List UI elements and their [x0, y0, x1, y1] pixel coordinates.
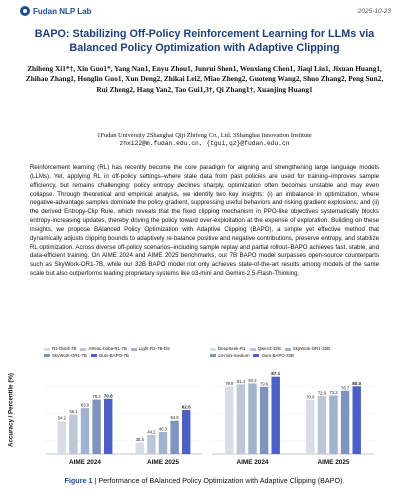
x-tick-label: AIME 2025 — [317, 459, 350, 466]
bar — [237, 384, 245, 454]
bar-value-label: 63.9 — [80, 402, 90, 408]
bar — [147, 435, 155, 454]
bar-value-label: 87.1 — [271, 371, 281, 377]
legend-label: Qwen3-32B — [257, 346, 281, 351]
bar-value-label: 38.4 — [135, 437, 144, 443]
legend-label: o3-mini-medium — [218, 352, 250, 358]
bar-value-label: 70.0 — [306, 394, 315, 400]
y-axis-label-wrap — [6, 360, 16, 460]
bar-value-label: 76.7 — [341, 385, 350, 391]
bar — [341, 391, 349, 454]
bar — [182, 410, 190, 454]
bar-value-label: 70.2 — [92, 394, 101, 400]
x-tick-label: AIME 2024 — [69, 459, 101, 466]
bar — [69, 415, 77, 454]
legend-label: SkyWork-OR1-7B — [52, 352, 87, 358]
emails: zhxi22@m.fudan.edu.cn, {tgui,qz}@fudan.edu.cn — [119, 140, 290, 148]
bar — [159, 432, 167, 454]
x-tick-label: AIME 2024 — [236, 459, 269, 466]
bar-value-label: 79.8 — [225, 381, 234, 387]
brand-name: Fudan NLP Lab — [33, 6, 92, 16]
bar — [104, 399, 112, 454]
bar-value-label: 70.8 — [103, 393, 113, 399]
bar — [353, 386, 361, 454]
legend-label: Light-R1-7B-DS — [138, 346, 170, 351]
lab-logo-icon — [20, 6, 30, 16]
bar-chart — [34, 346, 376, 472]
figure-1 — [34, 346, 376, 472]
bar-value-label: 46.3 — [158, 426, 168, 432]
y-axis-label: Accuracy / Percentile (%) — [7, 373, 15, 447]
x-tick-label: AIME 2025 — [147, 459, 179, 466]
bar-value-label: 81.4 — [236, 378, 245, 384]
bar-value-label: 54.2 — [57, 415, 66, 421]
bar — [248, 383, 256, 454]
bar — [225, 387, 233, 454]
bar — [306, 400, 314, 454]
bar — [329, 395, 337, 454]
bar — [92, 400, 100, 454]
abstract: Reinforcement learning (RL) has recently become the core paradigm for aligning and strengthening large language models (LLMs). Yet, applying RL in off-policy settings–where stale data from past policies are used for training–improves sample efficiency, but remains challenging: policy entropy declines sharply, optimization often becomes unstable and may even collapse. Through theoretical and empirical analysis, we identify two key insights: (i) an imbalance in optimization, where negative-advantage samples dominate the policy gradient, suppressing useful behaviors and risking gradient explosions; and (ii) the derived Entropy-Clip Rule, which reveals that the fixed clipping mechanism in PPO-like objectives systematically blocks entropy-increasing updates, thereby driving the policy toward over-exploitation at the expense of exploration. Building on these insights, we propose BAlanced Policy Optimization with Adaptive Clipping (BAPO), a simple yet effective method that dynamically adjusts clipping bounds to adaptively re-balance positive and negative contributions, preserve entropy, and stabilize RL optimization. Across diverse off-policy scenarios–including sample replay and partial rollout–BAPO achieves fast, stable, and data-efficient training. On AIME 2024 and AIME 2025 benchmarks, our 7B BAPO model surpasses open-source counterparts such as SkyWork-OR1-7B, while our 32B BAPO model not only achieves state-of-the-art results among models of the same scale but also outperforms leading proprietary systems like o3-mini and Gemini-2.5-Flash-Thinking. — [30, 164, 379, 278]
legend-label: DeepSeek-R1 — [218, 346, 246, 351]
date: 2025-10-23 — [357, 7, 391, 15]
legend-label: Ours-BAPO-32B — [261, 352, 294, 358]
affiliations: 1Fudan University 2Shanghai Qiji Zhifeng Co., Ltd. 3Shanghai Innovation Institute — [97, 132, 312, 139]
bar-value-label: 72.9 — [317, 390, 326, 396]
figure-label: Figure 1 — [64, 476, 93, 485]
bar-value-label: 59.1 — [69, 409, 78, 415]
legend-label: AReaL-boba-RL-7B — [88, 346, 127, 351]
bar — [136, 443, 144, 454]
bar-value-label: 62.5 — [181, 404, 191, 410]
bar — [170, 421, 178, 454]
bar-value-label: 54.6 — [170, 415, 179, 421]
bar-value-label: 79.6 — [260, 381, 269, 387]
bar — [58, 421, 66, 454]
bar-value-label: 73.3 — [329, 389, 338, 395]
page-header — [20, 4, 391, 18]
bar — [272, 377, 280, 454]
legend-label: Ours-BAPO-7B — [98, 352, 129, 358]
affiliations-block — [20, 132, 389, 149]
bar — [260, 387, 268, 454]
legend-label: R1-Distill-7B — [52, 346, 77, 351]
bar-value-label: 44.2 — [147, 429, 156, 435]
author-list: Zhiheng Xi1*†, Xin Guo1*, Yang Nan1, Enyu Zhou1, Junrui Shen1, Wenxiang Chen1, Jiaqi Liu1, Jixuan Huang1, Zhihao Zhang1, Honglin Guo1, Xun Deng2, Zhikai Lei2, Miao Zheng2, Guoteng Wang2, Shuo Zhang2, Peng Sun2, Rui Zheng2, Hang Yan2, Tao Gui1,3†, Qi Zhang1†, Xuanjing Huang1 — [25, 64, 384, 94]
paper-title: BAPO: Stabilizing Off-Policy Reinforcement Learning for LLMs via Balanced Policy Optimization with Adaptive Clipping — [34, 28, 375, 54]
bar — [81, 408, 89, 454]
bar — [318, 396, 326, 454]
brand — [20, 6, 92, 16]
legend-label: SkyWork-OR1-32B — [292, 346, 331, 351]
caption-text: | Performance of BAlanced Policy Optimization with Adaptive Clipping (BAPO). — [92, 476, 345, 485]
bar-value-label: 82.2 — [248, 377, 257, 383]
bar-value-label: 80.0 — [352, 380, 362, 386]
figure-caption — [20, 476, 389, 485]
